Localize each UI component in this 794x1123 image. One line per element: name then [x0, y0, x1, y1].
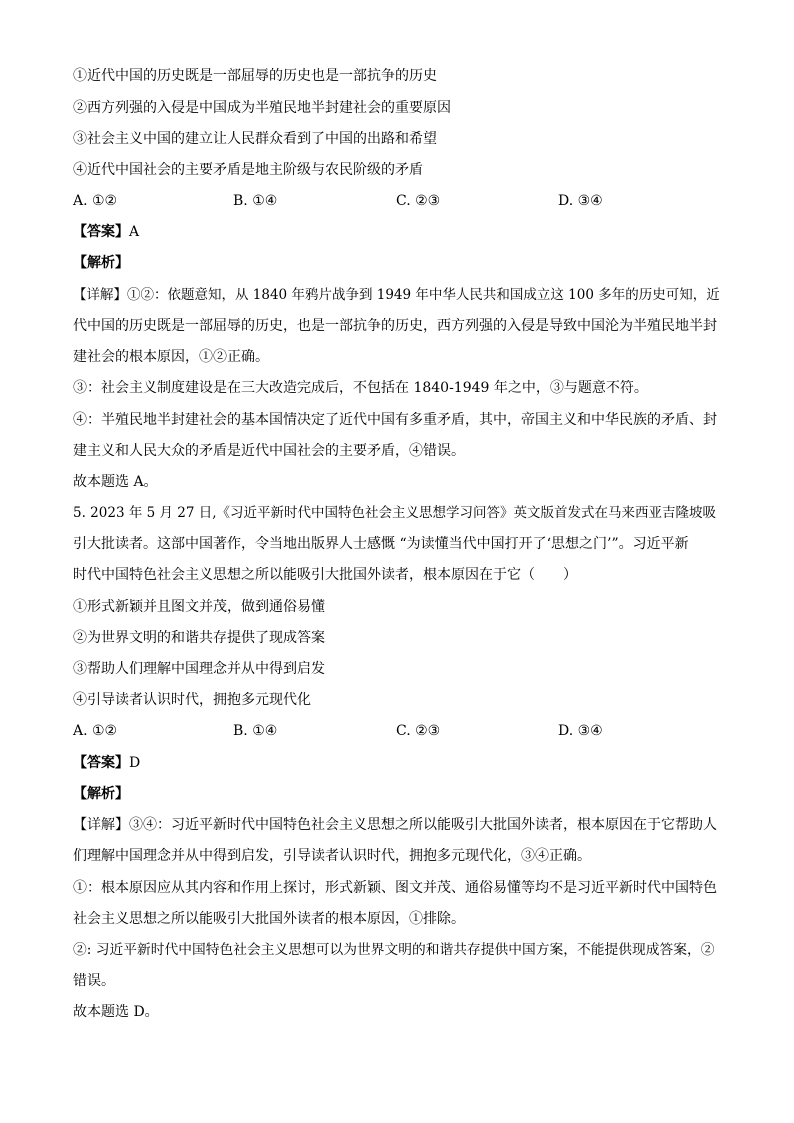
detail-line: 们理解中国理念并从中得到启发，引导读者认识时代，拥抱多元现代化，③④正确。	[73, 848, 591, 864]
choice-c: C. ②③	[396, 193, 441, 209]
option-2: ②为世界文明的和谐共存提供了现成答案	[73, 630, 325, 646]
choice-a: A. ①②	[73, 193, 118, 209]
option-1: ①形式新颖并且图文并茂，做到通俗易懂	[73, 599, 325, 615]
detail-line: 【详解】③④：习近平新时代中国特色社会主义思想之所以能吸引大批国外读者，根本原因在于它帮助人	[73, 817, 717, 833]
detail-line: 代中国的历史既是一部屈辱的历史，也是一部抗争的历史，西方列强的入侵是导致中国沦为半殖民地半封	[73, 318, 717, 334]
choice-c: C. ②③	[396, 723, 441, 739]
option-4: ④近代中国社会的主要矛盾是地主阶级与农民阶级的矛盾	[73, 162, 423, 178]
question-line: 引大批读者。这部中国著作，令当地出版界人士感慨 “为读懂当代中国打开了‘思想之门’”。习近平新	[73, 536, 689, 552]
choice-a: A. ①②	[73, 723, 118, 739]
answer-label: 【答案】	[73, 755, 129, 771]
option-3: ③帮助人们理解中国理念并从中得到启发	[73, 661, 325, 677]
analysis-label: 【解析】	[73, 255, 129, 271]
detail-line: 建主义和人民大众的矛盾是近代中国社会的主要矛盾，④错误。	[73, 443, 465, 459]
option-1: ①近代中国的历史既是一部屈辱的历史也是一部抗争的历史	[73, 68, 437, 84]
answer-line	[73, 753, 724, 773]
detail-line: ④：半殖民地半封建社会的基本国情决定了近代中国有多重矛盾，其中，帝国主义和中华民族的矛盾、封	[73, 412, 717, 428]
answer-line	[73, 222, 724, 242]
answer-value: A	[129, 224, 140, 240]
analysis-label: 【解析】	[73, 786, 129, 802]
detail-line: ③：社会主义制度建设是在三大改造完成后，不包括在 1840-1949 年之中，③与题意不符。	[73, 380, 648, 396]
option-2: ②西方列强的入侵是中国成为半殖民地半封建社会的重要原因	[73, 100, 451, 116]
answer-value: D	[129, 755, 141, 771]
choice-d: D. ③④	[558, 193, 603, 209]
choice-b: B. ①④	[233, 193, 278, 209]
question-line: 5. 2023 年 5 月 27 日,《习近平新时代中国特色社会主义思想学习问答》英文版首发式在马来西亚吉隆坡吸	[73, 505, 717, 521]
detail-line: ②: 习近平新时代中国特色社会主义思想可以为世界文明的和谐共存提供中国方案，不能提供现成答案，②	[73, 942, 715, 958]
detail-line: 建社会的根本原因，①②正确。	[73, 349, 269, 365]
conclusion-line: 故本题选 D。	[73, 1004, 159, 1020]
detail-line: 【详解】①②：依题意知，从 1840 年鸦片战争到 1949 年中华人民共和国成立这 100 多年的历史可知，近	[73, 287, 720, 303]
detail-line: ①：根本原因应从其内容和作用上探讨，形式新颖、图文并茂、通俗易懂等均不是习近平新时代中国特色	[73, 880, 717, 896]
choice-d: D. ③④	[558, 723, 603, 739]
conclusion-line: 故本题选 A。	[73, 474, 158, 490]
option-4: ④引导读者认识时代，拥抱多元现代化	[73, 692, 311, 708]
choice-row	[73, 721, 724, 741]
option-3: ③社会主义中国的建立让人民群众看到了中国的出路和希望	[73, 131, 437, 147]
detail-line: 错误。	[73, 973, 115, 989]
detail-line: 社会主义思想之所以能吸引大批国外读者的根本原因，①排除。	[73, 911, 465, 927]
question-line: 时代中国特色社会主义思想之所以能吸引大批国外读者，根本原因在于它（ ）	[73, 567, 577, 583]
answer-label: 【答案】	[73, 224, 129, 240]
choice-row	[73, 191, 724, 211]
choice-b: B. ①④	[233, 723, 278, 739]
